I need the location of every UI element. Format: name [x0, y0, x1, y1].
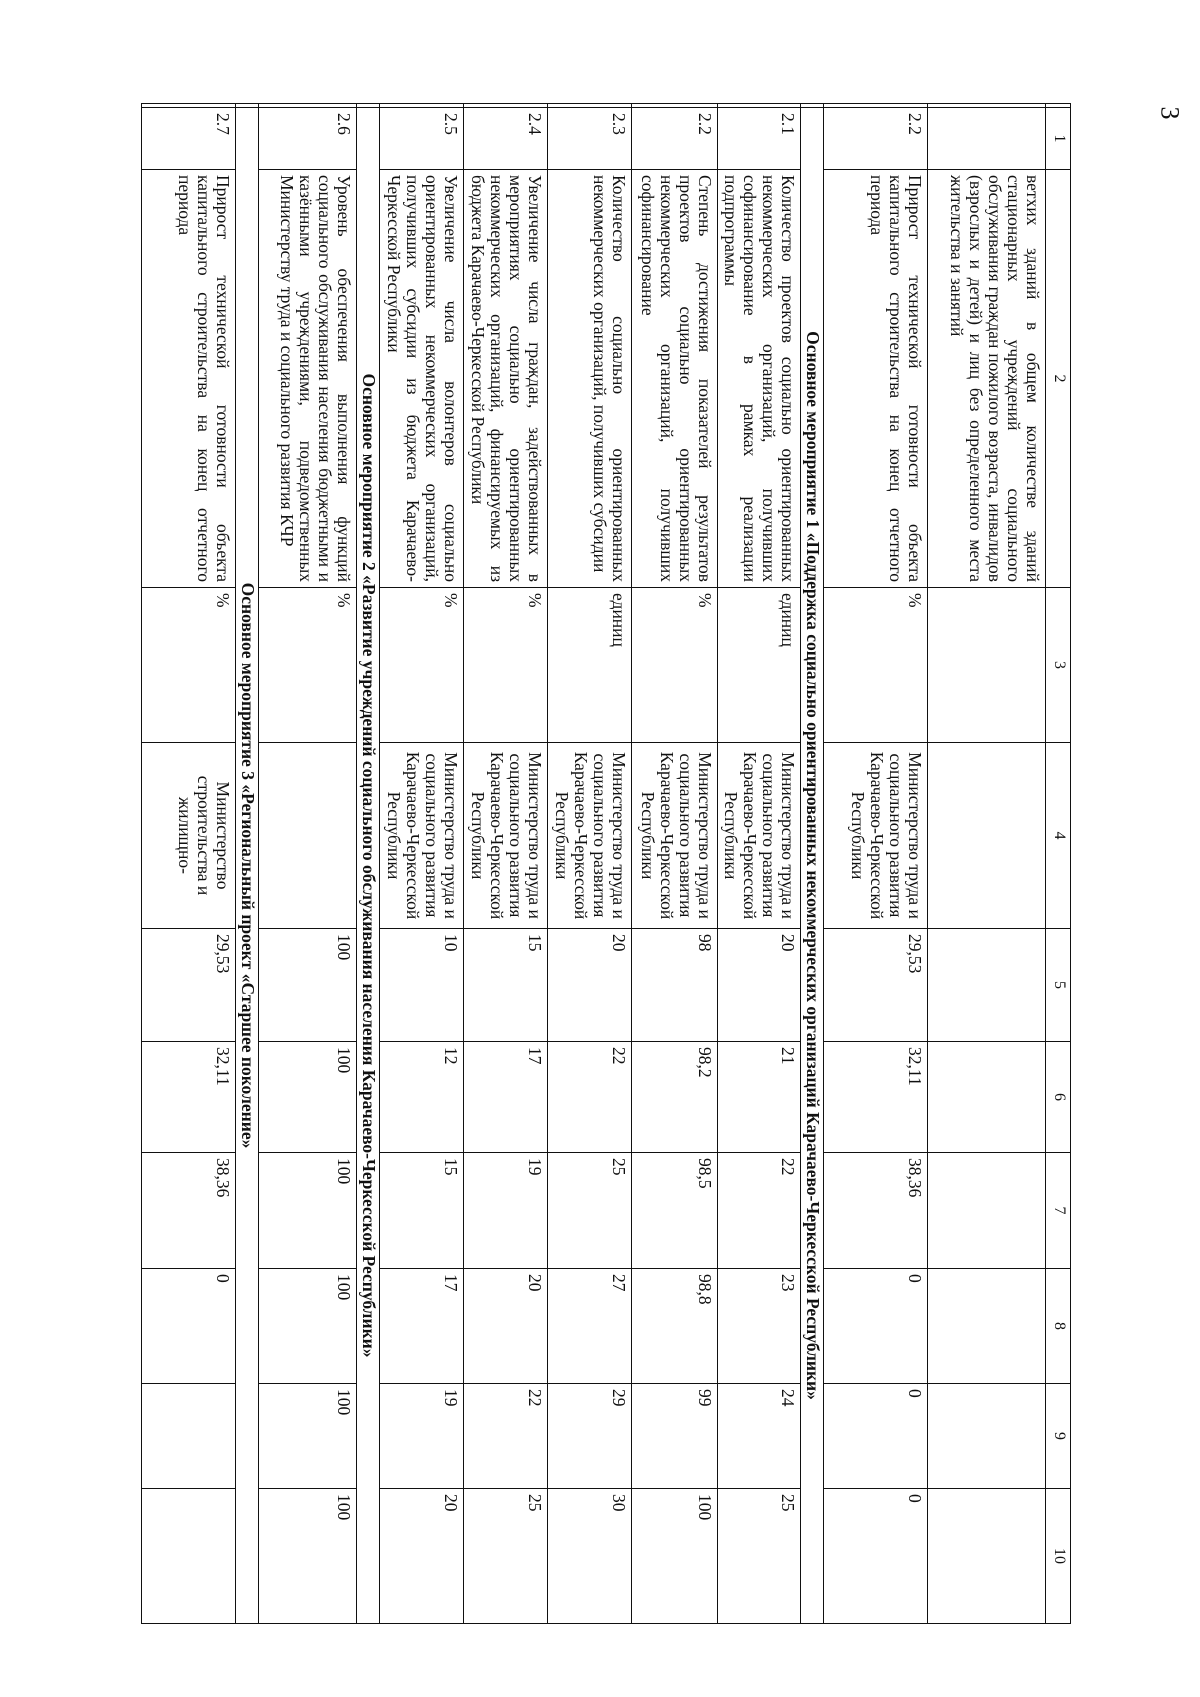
unit-cell: единиц [718, 588, 801, 743]
table-row [632, 104, 718, 1624]
table-row [928, 104, 1046, 1624]
table-row [548, 104, 632, 1624]
unit-cell [928, 588, 1046, 743]
row-number: 2.2 [632, 108, 718, 170]
indicator-description: ветхих зданий в общем количестве зданий стационарных учреждений социального обслуживания граждан пожилого возраста, инвалидов (взрослых и детей) и лиц без определенного места жительства и занятий [928, 170, 1046, 588]
unit-cell: % [464, 588, 548, 743]
section-heading-row [357, 104, 380, 1624]
table-row [380, 104, 464, 1624]
value-cell: 0 [142, 1269, 236, 1384]
page-number: 3 [1155, 106, 1185, 120]
ministry-cell: Министерство труда и социального развития Карачаево-Черкесской Республики [464, 743, 548, 929]
row-number: 2.2 [824, 108, 928, 170]
value-cell: 0 [824, 1269, 928, 1384]
value-cell: 100 [259, 1269, 357, 1384]
row-number [928, 108, 1046, 170]
value-cell: 19 [464, 1153, 548, 1269]
indicators-table [141, 103, 1071, 1624]
value-cell: 32,11 [824, 1042, 928, 1153]
value-cell: 100 [259, 1489, 357, 1624]
value-cell: 30 [548, 1489, 632, 1624]
value-cell [928, 1153, 1046, 1269]
value-cell: 20 [464, 1269, 548, 1384]
value-cell: 98,8 [632, 1269, 718, 1384]
value-cell: 15 [464, 929, 548, 1042]
header-cell: 2 [1046, 170, 1071, 588]
unit-cell: % [824, 588, 928, 743]
section-heading: Основное мероприятие 3 «Региональный проект «Старшее поколение» [236, 108, 259, 1624]
value-cell: 38,36 [142, 1153, 236, 1269]
table-header-row [1046, 104, 1071, 1624]
value-cell: 98,2 [632, 1042, 718, 1153]
ministry-cell: Министерство труда и социального развития Карачаево-Черкесской Республики [718, 743, 801, 929]
value-cell: 100 [632, 1489, 718, 1624]
value-cell: 25 [718, 1489, 801, 1624]
indicator-description: Прирост технической готовности объекта капитального строительства на конец отчетного периода [142, 170, 236, 588]
ministry-cell [928, 743, 1046, 929]
header-cell: 7 [1046, 1153, 1071, 1269]
indicator-description: Увеличение числа граждан, задействованных в мероприятиях социально ориентированных некоммерческих организаций, финансируемых из бюджета Карачаево-Черкесской Республики [464, 170, 548, 588]
value-cell: 20 [548, 929, 632, 1042]
ministry-cell: Министерство труда и социального развития Карачаево-Черкесской Республики [380, 743, 464, 929]
value-cell: 100 [259, 929, 357, 1042]
table-row [718, 104, 801, 1624]
section-heading: Основное мероприятие 1 «Поддержка социально ориентированных некоммерческих организаций Карачаево-Черкесской Республики» [801, 108, 824, 1624]
header-cell: 8 [1046, 1269, 1071, 1384]
value-cell: 0 [824, 1384, 928, 1489]
value-cell: 15 [380, 1153, 464, 1269]
value-cell: 22 [548, 1042, 632, 1153]
section-heading-row [236, 104, 259, 1624]
unit-cell: % [259, 588, 357, 743]
value-cell [142, 1489, 236, 1624]
value-cell: 25 [548, 1153, 632, 1269]
header-cell: 9 [1046, 1384, 1071, 1489]
ministry-cell: Министерство труда и социального развития Карачаево-Черкесской Республики [632, 743, 718, 929]
value-cell: 100 [259, 1384, 357, 1489]
header-cell: 5 [1046, 929, 1071, 1042]
value-cell: 17 [464, 1042, 548, 1153]
value-cell: 38,36 [824, 1153, 928, 1269]
header-cell: 6 [1046, 1042, 1071, 1153]
value-cell: 0 [824, 1489, 928, 1624]
ministry-cell: Министерство строительства и жилищно- [142, 743, 236, 929]
value-cell: 100 [259, 1042, 357, 1153]
value-cell: 12 [380, 1042, 464, 1153]
ministry-cell: Министерство труда и социального развития Карачаево-Черкесской Республики [824, 743, 928, 929]
value-cell: 23 [718, 1269, 801, 1384]
value-cell: 29,53 [824, 929, 928, 1042]
value-cell [928, 1384, 1046, 1489]
value-cell: 17 [380, 1269, 464, 1384]
value-cell: 22 [464, 1384, 548, 1489]
value-cell: 98,5 [632, 1153, 718, 1269]
indicator-description: Уровень обеспечения выполнения функций социального обслуживания населения бюджетными и казёнными учреждениями, подведомственных Министерству труда и социального развития КЧР [259, 170, 357, 588]
indicator-description: Увеличение числа волонтеров социально ориентированных некоммерческих организаций, получивших субсидии из бюджета Карачаево-Черкесской Республики [380, 170, 464, 588]
row-number: 2.6 [259, 108, 357, 170]
value-cell: 20 [380, 1489, 464, 1624]
rotated-table-container [141, 103, 1071, 1623]
value-cell: 29,53 [142, 929, 236, 1042]
indicator-description: Количество проектов социально ориентированных некоммерческих организаций, получивших софинансирование в рамках реализации подпрограммы [718, 170, 801, 588]
row-number: 2.7 [142, 108, 236, 170]
value-cell: 19 [380, 1384, 464, 1489]
ministry-cell [259, 743, 357, 929]
unit-cell: единиц [548, 588, 632, 743]
ministry-cell: Министерство труда и социального развития Карачаево-Черкесской Республики [548, 743, 632, 929]
table-row [142, 104, 236, 1624]
indicator-description: Количество социально ориентированных некоммерческих организаций, получивших субсидии [548, 170, 632, 588]
value-cell: 98 [632, 929, 718, 1042]
row-number: 2.3 [548, 108, 632, 170]
value-cell: 100 [259, 1153, 357, 1269]
row-number: 2.4 [464, 108, 548, 170]
header-cell: 4 [1046, 743, 1071, 929]
value-cell: 27 [548, 1269, 632, 1384]
value-cell: 22 [718, 1153, 801, 1269]
unit-cell: % [632, 588, 718, 743]
value-cell: 29 [548, 1384, 632, 1489]
value-cell [142, 1384, 236, 1489]
section-heading: Основное мероприятие 2 «Развитие учреждений социального обслуживания населения Карачаево-Черкесской Республики» [357, 108, 380, 1624]
header-cell: 10 [1046, 1489, 1071, 1624]
value-cell [928, 1042, 1046, 1153]
header-cell: 3 [1046, 588, 1071, 743]
value-cell: 99 [632, 1384, 718, 1489]
value-cell [928, 1489, 1046, 1624]
value-cell: 25 [464, 1489, 548, 1624]
value-cell: 10 [380, 929, 464, 1042]
value-cell: 21 [718, 1042, 801, 1153]
value-cell: 20 [718, 929, 801, 1042]
table-row [464, 104, 548, 1624]
unit-cell: % [380, 588, 464, 743]
value-cell: 32,11 [142, 1042, 236, 1153]
indicator-description: Прирост технической готовности объекта капитального строительства на конец отчетного периода [824, 170, 928, 588]
header-cell: 1 [1046, 108, 1071, 170]
table-row [259, 104, 357, 1624]
row-number: 2.1 [718, 108, 801, 170]
value-cell: 24 [718, 1384, 801, 1489]
section-heading-row [801, 104, 824, 1624]
indicator-description: Степень достижения показателей результатов проектов социально ориентированных некоммерческих организаций, получивших софинансирование [632, 170, 718, 588]
value-cell [928, 929, 1046, 1042]
value-cell [928, 1269, 1046, 1384]
row-number: 2.5 [380, 108, 464, 170]
unit-cell: % [142, 588, 236, 743]
table-row [824, 104, 928, 1624]
